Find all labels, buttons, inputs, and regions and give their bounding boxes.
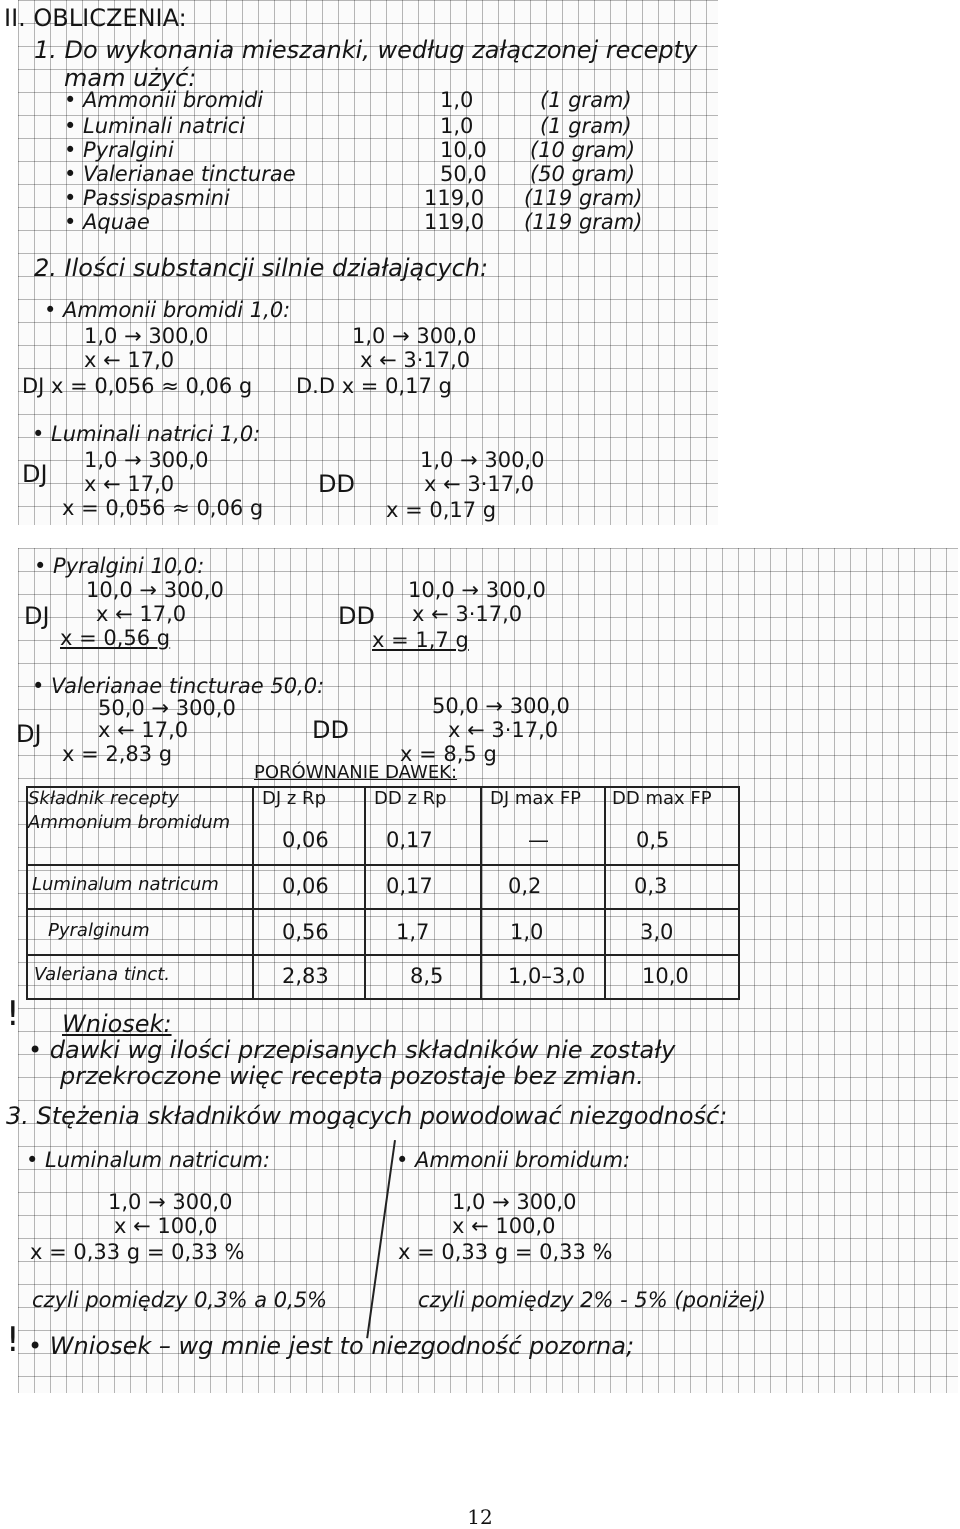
pyralgini-dj-line2: x ← 17,0	[96, 602, 187, 626]
ingredient-name: • Pyralgini	[64, 138, 174, 162]
table-cell: 0,56	[282, 920, 329, 944]
section-heading: II. OBLICZENIA:	[4, 4, 187, 32]
table-cell: 8,5	[410, 964, 444, 988]
luminali-title: • Luminali natrici 1,0:	[32, 422, 261, 446]
ingredient-name: • Aquae	[64, 210, 150, 234]
ingredient-name: • Valerianae tincturae	[64, 162, 296, 186]
table-rule	[480, 786, 482, 1000]
pyralgini-dd-line2: x ← 3·17,0	[412, 602, 523, 626]
table-cell: 0,17	[386, 874, 433, 898]
exclamation-mark: !	[6, 1320, 20, 1360]
conclusion1-line2: przekroczone więc recepta pozostaje bez zmian.	[60, 1062, 644, 1090]
table-cell: 1,7	[396, 920, 430, 944]
comparison-title: PORÓWNANIE DAWEK:	[254, 762, 458, 783]
ingredient-grams: (1 gram)	[540, 114, 632, 138]
valerianae-dd-line3: x = 8,5 g	[400, 742, 497, 766]
page-number: 12	[467, 1505, 493, 1529]
valerianae-dj-line2: x ← 17,0	[98, 718, 189, 742]
ammonii-dd-result: D.D x = 0,17 g	[296, 374, 452, 398]
luminali-dd-line1: 1,0 → 300,0	[420, 448, 545, 472]
luminali-dd-line2: x ← 3·17,0	[424, 472, 535, 496]
part3-left-line2: x ← 100,0	[114, 1214, 218, 1238]
ingredient-amount: 1,0	[440, 114, 474, 138]
part1-heading-line2: mam użyć:	[64, 64, 197, 92]
table-rule	[364, 786, 366, 1000]
conclusion1-heading: Wniosek:	[62, 1010, 172, 1038]
table-rule	[738, 786, 740, 1000]
part3-left-title: • Luminalum natricum:	[26, 1148, 271, 1172]
pyralgini-dj-label: DJ	[24, 602, 50, 630]
valerianae-dj-line1: 50,0 → 300,0	[98, 696, 236, 720]
table-cell: 2,83	[282, 964, 329, 988]
ingredient-name: • Passispasmini	[64, 186, 230, 210]
ingredient-grams: (119 gram)	[524, 186, 643, 210]
part3-heading: 3. Stężenia składników mogących powodować niezgodność:	[6, 1102, 728, 1130]
ammonii-dd-line2: x ← 3·17,0	[360, 348, 471, 372]
part2-heading: 2. Ilości substancji silnie działających:	[34, 254, 489, 282]
ammonii-dj-result: DJ x = 0,056 ≈ 0,06 g	[22, 374, 253, 398]
ingredient-grams: (119 gram)	[524, 210, 643, 234]
table-rule	[252, 786, 254, 1000]
ingredient-amount: 1,0	[440, 88, 474, 112]
table-header: DD max FP	[612, 788, 712, 809]
table-header: DD z Rp	[374, 788, 447, 809]
table-rule	[26, 864, 740, 866]
ingredient-amount: 50,0	[440, 162, 487, 186]
conclusion1-line1: • dawki wg ilości przepisanych składników nie zostały	[28, 1036, 676, 1064]
luminali-dj-line1: 1,0 → 300,0	[84, 448, 209, 472]
table-cell: 3,0	[640, 920, 674, 944]
valerianae-dj-label: DJ	[16, 720, 42, 748]
valerianae-dj-line3: x = 2,83 g	[62, 742, 173, 766]
ingredient-name: • Ammonii bromidi	[64, 88, 264, 112]
table-cell: 0,3	[634, 874, 668, 898]
part3-right-title: • Ammonii bromidum:	[396, 1148, 631, 1172]
part1-heading-line1: 1. Do wykonania mieszanki, według załączonej recepty	[34, 36, 698, 64]
part3-right-line1: 1,0 → 300,0	[452, 1190, 577, 1214]
exclamation-mark: !	[6, 994, 20, 1034]
table-header: Składnik recepty	[28, 788, 179, 809]
pyralgini-dd-label: DD	[338, 602, 375, 630]
pyralgini-dj-line1: 10,0 → 300,0	[86, 578, 224, 602]
valerianae-dd-label: DD	[312, 716, 349, 744]
luminali-dj-label: DJ	[22, 460, 48, 488]
ammonii-dd-line1: 1,0 → 300,0	[352, 324, 477, 348]
ammonii-title: • Ammonii bromidi 1,0:	[44, 298, 291, 322]
table-cell: 1,0–3,0	[508, 964, 586, 988]
ingredient-amount: 10,0	[440, 138, 487, 162]
part3-right-line3: x = 0,33 g = 0,33 %	[398, 1240, 613, 1264]
ammonii-dj-line2: x ← 17,0	[84, 348, 175, 372]
valerianae-title: • Valerianae tincturae 50,0:	[32, 674, 325, 698]
table-cell: 10,0	[642, 964, 689, 988]
pyralgini-dd-line3: x = 1,7 g	[372, 628, 469, 652]
table-rule	[26, 908, 740, 910]
table-cell: 1,0	[510, 920, 544, 944]
part3-right-line2: x ← 100,0	[452, 1214, 556, 1238]
table-header: DJ max FP	[490, 788, 582, 809]
table-cell: 0,06	[282, 874, 329, 898]
part3-right-line4: czyli pomiędzy 2% - 5% (poniżej)	[418, 1288, 766, 1312]
table-cell-name: Luminalum natricum	[32, 874, 219, 895]
pyralgini-dj-line3: x = 0,56 g	[60, 626, 171, 650]
ingredient-grams: (50 gram)	[530, 162, 636, 186]
luminali-dj-line2: x ← 17,0	[84, 472, 175, 496]
luminali-dd-label: DD	[318, 470, 355, 498]
ingredient-amount: 119,0	[424, 186, 485, 210]
part3-left-line4: czyli pomiędzy 0,3% a 0,5%	[32, 1288, 328, 1312]
table-cell-name: Ammonium bromidum	[28, 812, 231, 833]
part3-left-line1: 1,0 → 300,0	[108, 1190, 233, 1214]
table-cell: 0,17	[386, 828, 433, 852]
part3-left-line3: x = 0,33 g = 0,33 %	[30, 1240, 245, 1264]
ammonii-dj-line1: 1,0 → 300,0	[84, 324, 209, 348]
pyralgini-dd-line1: 10,0 → 300,0	[408, 578, 546, 602]
conclusion2-text: • Wniosek – wg mnie jest to niezgodność pozorna;	[28, 1332, 635, 1360]
ingredient-grams: (1 gram)	[540, 88, 632, 112]
luminali-dd-line3: x = 0,17 g	[386, 498, 497, 522]
table-header: DJ z Rp	[262, 788, 326, 809]
ingredient-grams: (10 gram)	[530, 138, 636, 162]
valerianae-dd-line1: 50,0 → 300,0	[432, 694, 570, 718]
table-cell: 0,2	[508, 874, 542, 898]
table-rule	[26, 998, 740, 1000]
table-cell: 0,06	[282, 828, 329, 852]
table-rule	[604, 786, 606, 1000]
table-cell: 0,5	[636, 828, 670, 852]
table-cell-name: Pyralginum	[48, 920, 150, 941]
table-rule	[26, 954, 740, 956]
luminali-dj-line3: x = 0,056 ≈ 0,06 g	[62, 496, 264, 520]
table-cell: —	[528, 828, 549, 852]
ingredient-name: • Luminali natrici	[64, 114, 246, 138]
ingredient-amount: 119,0	[424, 210, 485, 234]
table-cell-name: Valeriana tinct.	[34, 964, 171, 985]
pyralgini-title: • Pyralgini 10,0:	[34, 554, 205, 578]
valerianae-dd-line2: x ← 3·17,0	[448, 718, 559, 742]
